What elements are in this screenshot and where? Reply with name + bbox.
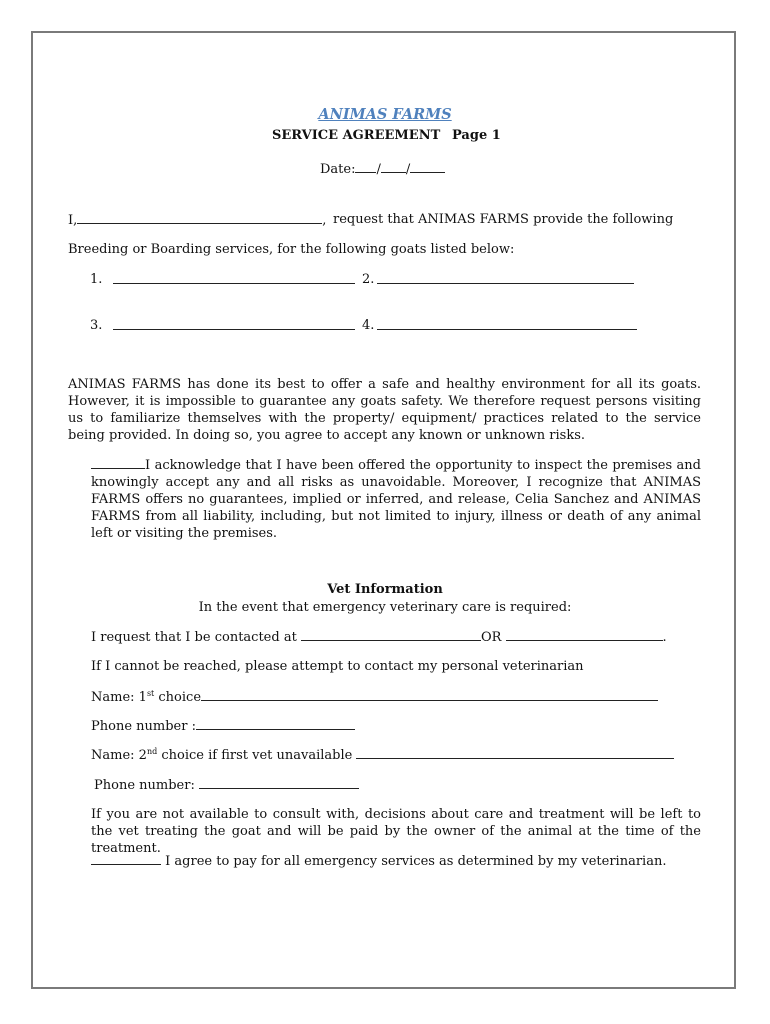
vet2-name-line[interactable] <box>91 746 674 764</box>
vet-heading: Vet Information <box>327 582 443 597</box>
contact-line[interactable] <box>91 628 667 646</box>
request-text: request that ANIMAS FARMS provide the following <box>333 212 674 227</box>
goat-1-field[interactable] <box>113 271 355 289</box>
goat-2-field[interactable] <box>377 271 634 289</box>
acknowledgement-paragraph <box>91 456 701 542</box>
reach-text: If I cannot be reached, please attempt to contact my personal veterinarian <box>91 659 584 674</box>
goat-4-label: 4. <box>362 318 375 333</box>
vet1-phone-line[interactable] <box>91 717 355 735</box>
vet1-choice: choice <box>154 690 202 705</box>
vet2-name-label: Name: 2 <box>91 748 147 763</box>
services-text: Breeding or Boarding services, for the following goats listed below: <box>68 242 515 257</box>
contact-period: . <box>662 630 667 645</box>
contact-label: I request that I be contacted at <box>91 630 297 645</box>
vet2-phone-line[interactable] <box>94 776 359 794</box>
name-line[interactable]: I, , <box>68 213 327 228</box>
vet1-name-line[interactable] <box>91 688 658 706</box>
goat-3-label: 3. <box>90 318 103 333</box>
agreement-title: SERVICE AGREEMENT <box>272 128 441 143</box>
page-label: Page 1 <box>452 128 501 143</box>
vet2-choice: choice if first vet unavailable <box>157 748 353 763</box>
goat-2-label: 2. <box>362 272 375 287</box>
goat-1-label: 1. <box>90 272 103 287</box>
or-label: OR <box>480 630 502 645</box>
vet1-name-label: Name: 1 <box>91 690 147 705</box>
farm-name: ANIMAS FARMS <box>318 106 452 123</box>
vet2-sup: nd <box>146 747 158 756</box>
vet1-sup: st <box>146 689 155 698</box>
date-field[interactable]: Date: / / <box>320 160 445 178</box>
goat-4-field[interactable] <box>377 317 637 335</box>
name-prefix: I, <box>68 213 78 228</box>
date-label: Date: <box>320 162 356 177</box>
vet-subheading: In the event that emergency veterinary care is required: <box>198 600 572 615</box>
agree-text: I agree to pay for all emergency services as determined by my veterinarian. <box>165 854 667 869</box>
vet2-phone-label: Phone number: <box>94 778 195 793</box>
vet1-phone-label: Phone number : <box>91 719 196 734</box>
safety-paragraph: ANIMAS FARMS has done its best to offer a safe and healthy environment for all its goats. However, it is impossible to guarantee any goats safety. We therefore request persons visiting us to familiarize themselves with the property/ equipment/ practices related to the service being provided. In doing so, you agree to accept any known or unknown risks. <box>68 377 701 443</box>
care-paragraph: If you are not available to consult with, decisions about care and treatment will be left to the vet treating the goat and will be paid by the owner of the animal at the time of the treatment. <box>91 807 701 856</box>
goat-3-field[interactable] <box>113 317 355 335</box>
agree-initials[interactable] <box>91 852 161 865</box>
acknowledgement-text: I acknowledge that I have been offered the opportunity to inspect the premises and knowingly accept any and all risks as unavoidable. Moreover, I recognize that ANIMAS FARMS offers no guarantees, implied or inferred, and release, Celia Sanchez and ANIMAS FARMS from all liability, including, but not limited to injury, illness or death of any animal left or visiting the premises. <box>91 458 701 541</box>
acknowledgement-initials[interactable] <box>91 456 145 469</box>
agree-line[interactable] <box>91 852 666 870</box>
